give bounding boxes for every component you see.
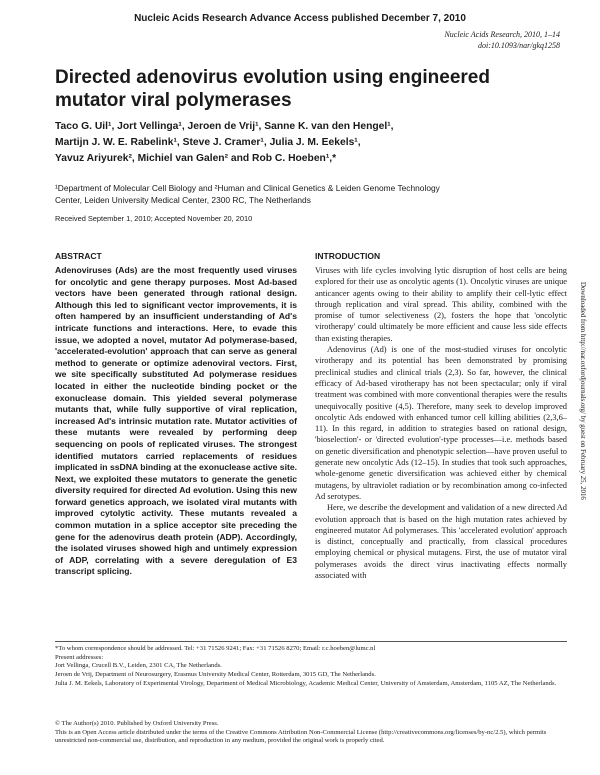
abstract-heading: ABSTRACT [55,251,102,261]
affiliation-line: Center, Leiden University Medical Center, 2300 RC, The Netherlands [55,195,311,205]
doi-line: doi:10.1093/nar/gkq1258 [478,41,560,50]
citation-line: Nucleic Acids Research, 2010, 1–14 [444,30,560,39]
present-address: Jort Vellinga, Crucell B.V., Leiden, 2301 CA, The Netherlands. [55,662,222,670]
copyright-line: © The Author(s) 2010. Published by Oxford University Press. [55,720,219,727]
copyright-license [55,720,567,746]
intro-paragraph: Adenovirus (Ad) is one of the most-studied viruses for oncolytic virotherapy and its potential has been demonstrated by promising preclinical studies and clinical trials (2,3). So far, however, the clinical efficacy of Ad-based virotherapy has not been spectacular; only if viral treatment was combined with more conventional therapies were the results unequivocally positive (4,5). Therefore, many seek to develop improved oncolytic Ads endowed with enhanced tumor cell killing abilities (2,3,6–11). In this regard, in addition to strategies based on rational design, 'bioselection'- or 'directed evolution'-type processes—i.e. methods based on genetic diversification and phenotypic selection—have proven useful to generate new oncolytic Ads (12–15). In studies that took such approaches, whole-genome genetic diversification was achieved either by chemical mutagens, by ultraviolet radiation or by recombination among co-infected Ad serotypes. [315,345,567,501]
author-line: Taco G. Uil¹, Jort Vellinga¹, Jeroen de Vrij¹, Sanne K. van den Hengel¹, [55,121,394,132]
footnotes [55,645,567,689]
author-line: Yavuz Ariyurek², Michiel van Galen² and Rob C. Hoeben¹,* [55,153,337,164]
download-sidebar-note: Downloaded from http://nar.oxfordjournals.org/ by guest on February 25, 2016 [579,282,586,500]
journal-citation [444,29,560,51]
intro-paragraph: Viruses with life cycles involving lytic disruption of host cells are being explored for their use as oncolytic agents (1). Oncolytic viruses are unique anticancer agents owing to their ability to amplify their cell-lytic effect through replication and viral spread. This ability, combined with the promise of tumor selectiveness (2), fosters the hope that 'oncolytic virotherapy' could ultimately be more efficient and cause less side effects than existing therapies. [315,266,567,343]
present-address: Jeroen de Vrij, Department of Neurosurgery, Erasmus University Medical Center, Rotterdam, 3015 GD, The Netherlands. [55,671,376,679]
introduction-body [315,265,567,581]
license-text: This is an Open Access article distributed under the terms of the Creative Commons Attribution Non-Commercial License (http://creativecommons.org/licenses/by-nc/2.5), which permits unrestricted non-commercial use, distribution, and reproduction in any medium, provided the original work is properly cited. [55,728,547,745]
affiliation-line: ¹Department of Molecular Cell Biology and ²Human and Clinical Genetics & Leiden Genome Technology [55,183,440,193]
received-accepted-dates: Received September 1, 2010; Accepted November 20, 2010 [55,214,253,223]
author-list [55,119,555,167]
present-addresses-heading: Present addresses: [55,653,104,661]
correspondence-note: *To whom correspondence should be addressed. Tel: +31 71526 9241; Fax: +31 71526 8270; Email: r.c.hoeben@lumc.nl [55,645,376,652]
present-address: Julia J. M. Eekels, Laboratory of Experimental Virology, Department of Medical Microbiology, Academic Medical Center, University of Amsterdam, Amsterdam, 1105 AZ, The Netherlands. [55,679,557,687]
advance-access-header: Nucleic Acids Research Advance Access published December 7, 2010 [134,13,466,24]
footnote-divider [55,641,567,642]
article-title: Directed adenovirus evolution using engineered mutator viral polymerases [55,67,490,111]
introduction-heading: INTRODUCTION [315,251,381,261]
intro-paragraph: Here, we describe the development and validation of a new directed Ad evolution approach that is based on the high mutation rates achieved by engineered mutator Ad polymerases. This 'accelerated evolution' approach is distinct, conceptually and practically, from classical procedures employing chemical or physical mutagens. First, the use of mutator viral polymerases avoids the direct virus inactivating effects normally associated with [315,503,567,581]
abstract-text: Adenoviruses (Ads) are the most frequently used viruses for oncolytic and gene therapy purposes. Most Ad-based vectors have been generated through rational design. Although this led to significant vector improvements, it is often hampered by an insufficient understanding of Ad's intricate functions and interactions. Here, to evade this issue, we adopted a novel, mutator Ad polymerase-based, 'accelerated-evolution' approach that can serve as general method to generate or optimize adenoviral vectors. First, we site specifically substituted Ad polymerase residues located in either the nucleotide binding pocket or the exonuclease domain. This yielded several polymerase mutants that, while fully supportive of viral replication, increased Ad's intrinsic mutation rate. Mutator activities of these mutants were revealed by performing deep sequencing on pools of replicated viruses. The strongest identified mutators carried replacements of residues implicated in ssDNA binding at the exonuclease active site. Next, we exploited these mutators to generate the genetic diversity required for directed Ad evolution. Using this new forward genetics approach, we isolated viral mutants with improved cytolytic activity. These mutants revealed a common mutation in a splice acceptor site preceding the gene for the adenovirus death protein (ADP). Accordingly, the isolated viruses showed high and untimely expression of ADP, correlating with a severe deregulation of E3 transcript splicing. [55,265,297,577]
affiliations [55,182,555,206]
author-line: Martijn J. W. E. Rabelink¹, Steve J. Cramer¹, Julia J. M. Eekels¹, [55,137,361,148]
